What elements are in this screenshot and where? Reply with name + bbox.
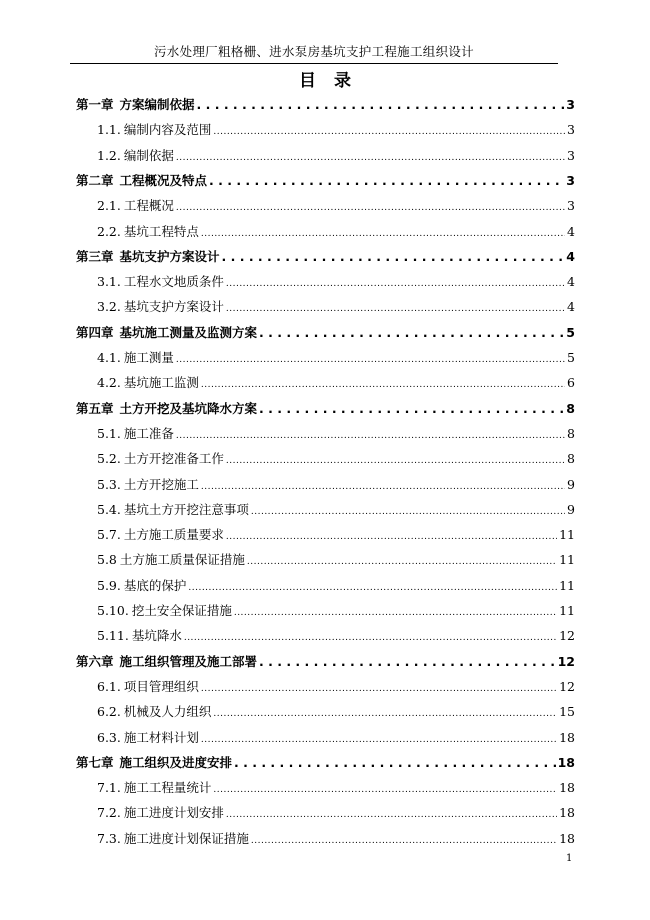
toc-entry-number: 第四章 xyxy=(76,324,114,340)
dot-leader xyxy=(226,297,565,319)
dot-leader xyxy=(176,196,565,218)
toc-entry-text: 施工材料计划 xyxy=(123,729,199,745)
dot-leader xyxy=(226,449,565,471)
toc-entry-page: 15 xyxy=(559,704,575,720)
toc-entry-number: 5.9. xyxy=(97,577,121,593)
toc-entry-page: 4 xyxy=(566,248,575,264)
toc-chapter-entry[interactable] xyxy=(76,171,575,191)
toc-entry-label xyxy=(97,475,199,495)
toc-entry-number: 5.3. xyxy=(97,476,121,492)
page-number: 1 xyxy=(566,853,573,864)
toc-entry-number: 5.8 xyxy=(97,552,117,568)
toc-entry-text: 施工组织及进度安排 xyxy=(119,754,233,770)
dot-leader xyxy=(259,399,564,419)
toc-entry-text: 施工组织管理及施工部署 xyxy=(119,653,258,669)
toc-entry-page: 3 xyxy=(567,122,575,138)
toc-entry-text: 施工测量 xyxy=(123,350,174,365)
dot-leader xyxy=(201,222,565,244)
toc-entry-text: 挖土安全保证措施 xyxy=(131,603,232,618)
toc-entry-page: 18 xyxy=(559,830,575,846)
toc-entry-text: 基坑降水 xyxy=(131,628,182,644)
toc-entry-label xyxy=(76,247,220,267)
toc-entry-label xyxy=(97,803,224,823)
toc-entry-page: 5 xyxy=(567,350,575,365)
toc-entry-page: 12 xyxy=(559,628,575,644)
dot-leader xyxy=(251,829,557,851)
toc-entry-number: 2.1. xyxy=(97,198,121,214)
toc-entry-text: 工程水文地质条件 xyxy=(123,274,224,290)
toc-chapter-entry[interactable] xyxy=(76,323,575,343)
toc-entry-number: 5.1. xyxy=(97,425,121,441)
toc-entry-text: 编制依据 xyxy=(123,147,174,163)
toc-entry-label xyxy=(76,652,257,672)
toc-entry-page: 3 xyxy=(567,147,575,163)
toc-entry-page: 11 xyxy=(559,552,575,568)
toc-entry-number: 5.4. xyxy=(97,501,121,517)
dot-leader xyxy=(259,323,564,343)
toc-entry-label xyxy=(97,424,174,444)
toc-chapter-entry[interactable] xyxy=(76,399,575,419)
toc-section-entry[interactable] xyxy=(97,702,575,722)
dot-leader xyxy=(226,272,565,294)
toc-entry-number: 6.3. xyxy=(97,729,121,745)
toc-entry-label xyxy=(97,728,199,748)
toc-entry-label xyxy=(97,778,211,798)
toc-entry-text: 基坑支护方案设计 xyxy=(119,248,220,264)
toc-entry-text: 基底的保护 xyxy=(123,577,187,593)
toc-section-entry[interactable] xyxy=(97,576,575,596)
dot-leader xyxy=(176,424,565,446)
toc-entry-page: 3 xyxy=(566,97,575,112)
toc-entry-number: 第七章 xyxy=(76,754,114,770)
dot-leader xyxy=(247,550,557,572)
toc-entry-text: 基坑支护方案设计 xyxy=(123,299,224,315)
toc-entry-text: 编制内容及范围 xyxy=(123,122,212,138)
toc-entry-label xyxy=(97,525,224,545)
toc-entry-number: 5.7. xyxy=(97,527,121,543)
toc-entry-number: 7.3. xyxy=(97,830,121,846)
toc-entry-number: 4.1. xyxy=(97,350,121,365)
toc-entry-number: 第一章 xyxy=(76,97,114,112)
toc-entry-label xyxy=(97,146,174,166)
toc-entry-number: 7.1. xyxy=(97,780,121,796)
toc-entry-text: 施工进度计划安排 xyxy=(123,805,224,821)
toc-section-entry[interactable] xyxy=(97,829,575,849)
running-header: 污水处理厂粗格栅、进水泵房基坑支护工程施工组织设计 xyxy=(153,44,474,59)
toc-entry-text: 施工进度计划保证措施 xyxy=(123,830,249,846)
toc-section-entry[interactable] xyxy=(97,601,575,621)
toc-chapter-entry[interactable] xyxy=(76,95,575,115)
toc-entry-text: 基坑工程特点 xyxy=(123,223,199,239)
toc-entry-page: 8 xyxy=(566,400,575,416)
toc-entry-number: 4.2. xyxy=(97,375,121,391)
toc-entry-label xyxy=(97,626,182,646)
dot-leader xyxy=(226,525,557,547)
toc-section-entry[interactable] xyxy=(97,373,575,393)
toc-entry-page: 8 xyxy=(567,451,575,467)
toc-entry-label xyxy=(97,196,174,216)
dot-leader xyxy=(201,475,565,497)
dot-leader xyxy=(213,778,557,800)
toc-section-entry[interactable] xyxy=(97,677,575,697)
toc-entry-text: 基坑土方开挖注意事项 xyxy=(123,501,249,517)
toc-section-entry[interactable] xyxy=(97,449,575,469)
toc-chapter-entry[interactable] xyxy=(76,652,575,672)
dot-leader xyxy=(209,171,564,191)
toc-entry-number: 3.1. xyxy=(97,274,121,290)
toc-section-entry[interactable] xyxy=(97,525,575,545)
toc-chapter-entry[interactable] xyxy=(76,753,575,773)
toc-section-entry[interactable] xyxy=(97,803,575,823)
toc-chapter-entry[interactable] xyxy=(76,247,575,267)
toc-entry-page: 4 xyxy=(567,299,575,315)
toc-entry-text: 基坑施工监测 xyxy=(123,375,199,391)
dot-leader xyxy=(197,95,565,115)
toc-entry-number: 第三章 xyxy=(76,248,114,264)
toc-section-entry[interactable] xyxy=(97,120,575,140)
toc-entry-page: 18 xyxy=(559,780,575,796)
toc-entry-label xyxy=(97,702,211,722)
toc-entry-number: 第六章 xyxy=(76,653,114,669)
toc-section-entry[interactable] xyxy=(97,272,575,292)
dot-leader xyxy=(201,728,557,750)
toc-entry-label xyxy=(97,222,199,242)
toc-entry-page: 4 xyxy=(567,274,575,290)
toc-entry-text: 基坑施工测量及监测方案 xyxy=(119,324,258,340)
dot-leader xyxy=(201,677,557,699)
toc-entry-text: 机械及人力组织 xyxy=(123,704,212,720)
toc-entry-text: 土方施工质量要求 xyxy=(123,527,224,543)
dot-leader xyxy=(259,652,556,672)
toc-entry-text: 工程概况及特点 xyxy=(119,172,208,188)
toc-entry-label xyxy=(97,297,224,317)
toc-title: 目录 xyxy=(299,71,369,91)
toc-entry-page: 8 xyxy=(567,425,575,441)
toc-entry-text: 方案编制依据 xyxy=(119,97,195,112)
toc-entry-page: 4 xyxy=(567,223,575,239)
toc-entry-label xyxy=(97,500,249,520)
dot-leader xyxy=(213,702,557,724)
toc-entry-number: 1.1. xyxy=(97,122,121,138)
toc-entry-label xyxy=(76,171,207,191)
toc-entry-page: 18 xyxy=(559,805,575,821)
toc-entry-label xyxy=(76,399,257,419)
toc-section-entry[interactable] xyxy=(97,626,575,646)
dot-leader xyxy=(222,247,565,267)
toc-entry-label xyxy=(97,272,224,292)
dot-leader xyxy=(226,803,557,825)
header-rule xyxy=(70,63,558,64)
toc-entry-number: 第二章 xyxy=(76,172,114,188)
toc-entry-page: 12 xyxy=(559,678,575,694)
dot-leader xyxy=(188,576,557,598)
toc-entry-number: 2.2. xyxy=(97,223,121,239)
dot-leader xyxy=(251,500,565,522)
toc-section-entry[interactable] xyxy=(97,222,575,242)
toc-entry-page: 11 xyxy=(559,527,575,543)
dot-leader xyxy=(201,373,565,395)
toc-section-entry[interactable] xyxy=(97,728,575,748)
toc-entry-page: 11 xyxy=(559,603,575,618)
toc-entry-page: 18 xyxy=(557,754,575,770)
toc-entry-label xyxy=(97,576,186,596)
toc-entry-number: 6.1. xyxy=(97,678,121,694)
toc-entry-label xyxy=(97,373,199,393)
toc-entry-page: 3 xyxy=(567,198,575,214)
toc-entry-label xyxy=(97,348,174,368)
dot-leader xyxy=(234,601,557,623)
toc-entry-text: 项目管理组织 xyxy=(123,678,199,694)
toc-entry-number: 5.11. xyxy=(97,628,129,644)
dot-leader xyxy=(213,120,565,142)
toc-entry-number: 第五章 xyxy=(76,400,114,416)
toc-entry-page: 5 xyxy=(566,324,575,340)
dot-leader xyxy=(176,348,565,370)
toc-entry-label xyxy=(76,323,257,343)
toc-entry-number: 1.2. xyxy=(97,147,121,163)
toc-section-entry[interactable] xyxy=(97,348,575,368)
toc-entry-page: 3 xyxy=(566,172,575,188)
toc-entry-label xyxy=(97,829,249,849)
toc-entry-label xyxy=(97,449,224,469)
toc-entry-label xyxy=(97,550,245,570)
toc-entry-text: 土方开挖准备工作 xyxy=(123,451,224,467)
dot-leader xyxy=(234,753,556,773)
toc-entry-text: 土方施工质量保证措施 xyxy=(119,552,245,568)
toc-entry-label xyxy=(97,677,199,697)
dot-leader xyxy=(184,626,557,648)
toc-section-entry[interactable] xyxy=(97,475,575,495)
toc-entry-label xyxy=(76,753,232,773)
toc-section-entry[interactable] xyxy=(97,297,575,317)
toc-entry-text: 工程概况 xyxy=(123,198,174,214)
toc-entry-text: 施工工程量统计 xyxy=(123,780,212,796)
toc-entry-page: 12 xyxy=(557,653,575,669)
toc-entry-text: 土方开挖及基坑降水方案 xyxy=(119,400,258,416)
toc-entry-text: 施工准备 xyxy=(123,425,174,441)
toc-entry-label xyxy=(76,95,195,115)
toc-entry-number: 5.2. xyxy=(97,451,121,467)
dot-leader xyxy=(176,146,565,168)
toc-section-entry[interactable] xyxy=(97,550,575,570)
toc-entry-page: 6 xyxy=(567,375,575,391)
toc-section-entry[interactable] xyxy=(97,196,575,216)
toc-entry-number: 6.2. xyxy=(97,704,121,720)
toc-section-entry[interactable] xyxy=(97,424,575,444)
toc-section-entry[interactable] xyxy=(97,500,575,520)
toc-entry-label xyxy=(97,601,232,621)
toc-entry-page: 18 xyxy=(559,729,575,745)
toc-entry-page: 11 xyxy=(559,577,575,593)
toc-entry-page: 9 xyxy=(567,501,575,517)
toc-entry-text: 土方开挖施工 xyxy=(123,476,199,492)
toc-entry-page: 9 xyxy=(567,476,575,492)
toc-entry-number: 5.10. xyxy=(97,603,129,618)
toc-section-entry[interactable] xyxy=(97,146,575,166)
toc-entry-number: 3.2. xyxy=(97,299,121,315)
toc-section-entry[interactable] xyxy=(97,778,575,798)
toc-entry-number: 7.2. xyxy=(97,805,121,821)
toc-entry-label xyxy=(97,120,211,140)
